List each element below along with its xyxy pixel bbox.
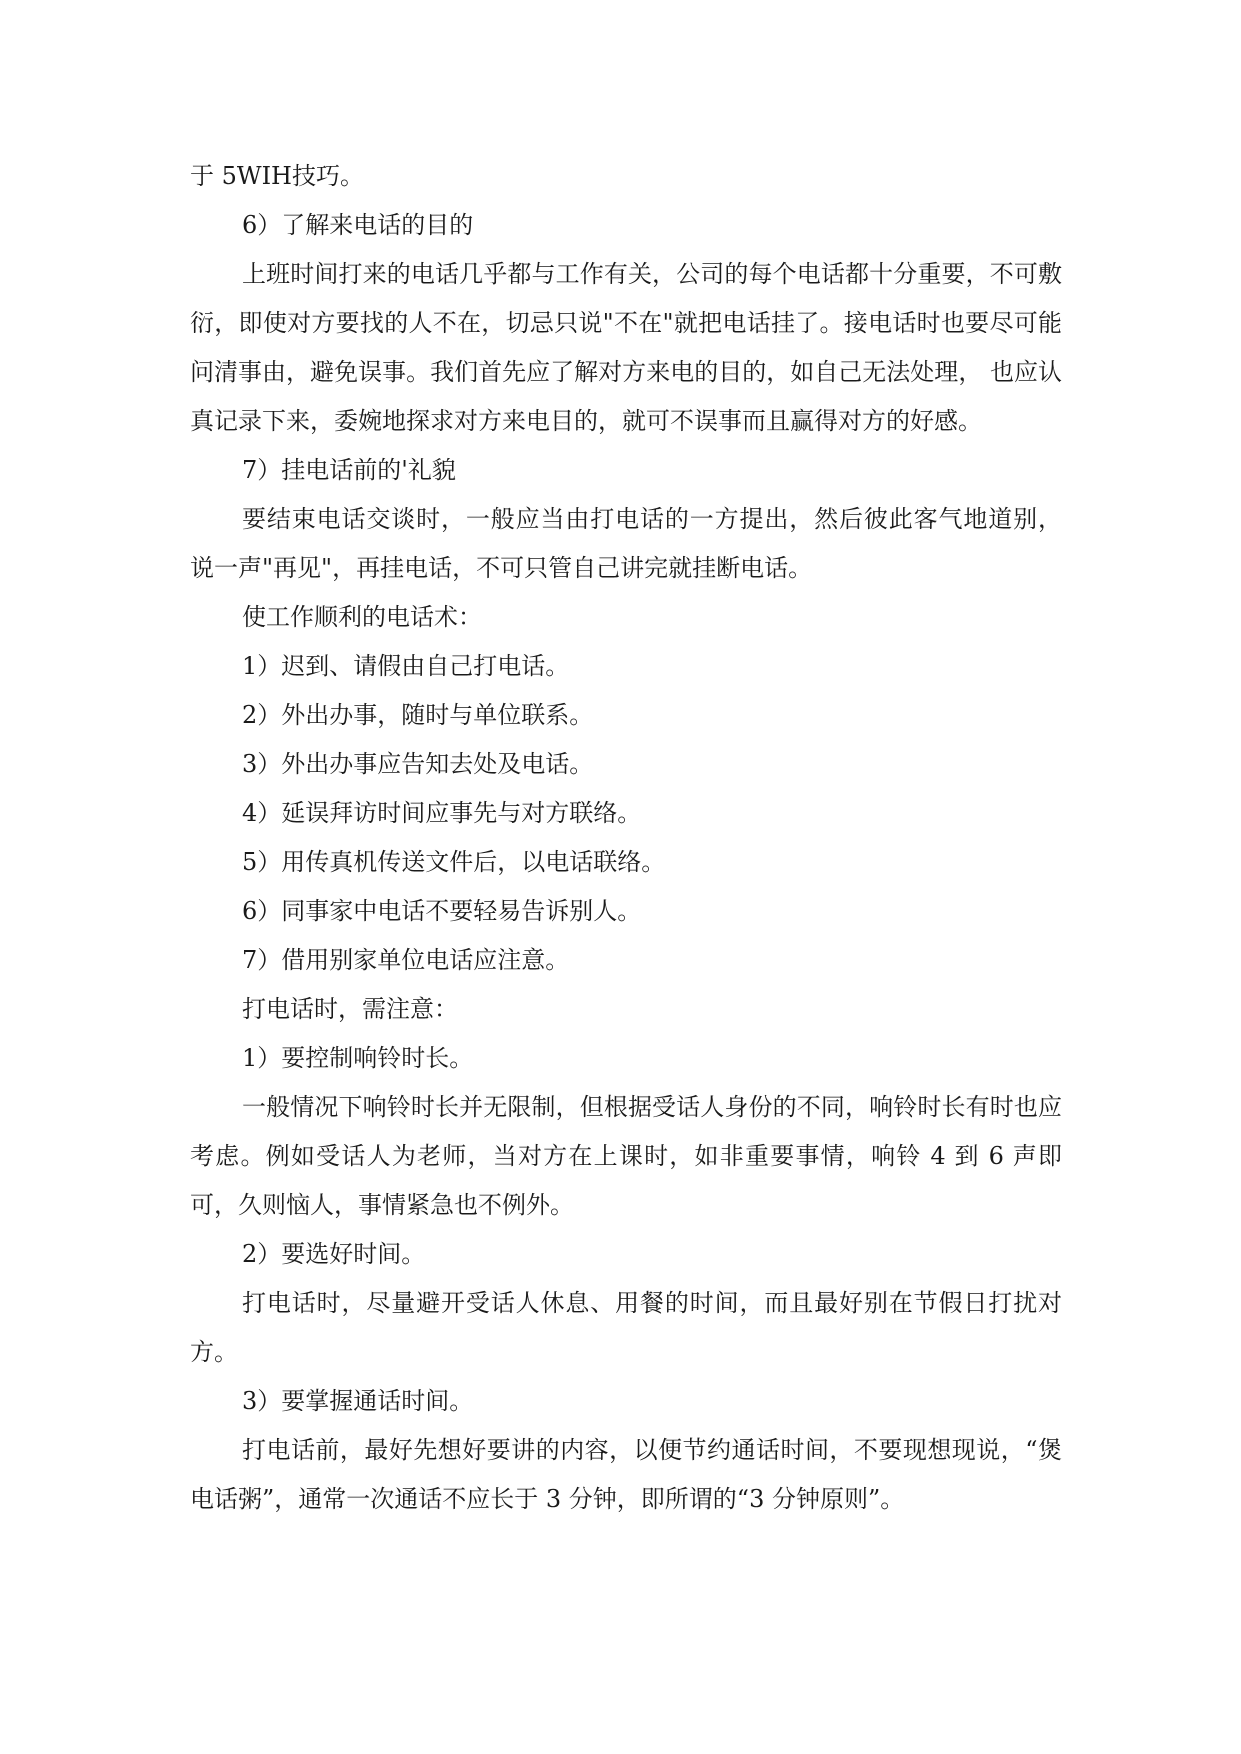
section-heading: 使工作顺利的电话术： bbox=[242, 603, 482, 631]
section-heading: 打电话时，需注意： bbox=[242, 995, 458, 1023]
list-item: 5）用传真机传送文件后，以电话联络。 bbox=[242, 848, 666, 876]
document-body bbox=[190, 152, 1062, 1524]
section-heading: 1）要控制响铃时长。 bbox=[242, 1044, 474, 1072]
paragraph: 上班时间打来的电话几乎都与工作有关，公司的每个电话都十分重要，不可敷衍，即使对方要找的人不在，切忌只说"不在"就把电话挂了。接电话时也要尽可能问清事由，避免误事。我们首先应了解对方来电的目的，如自己无法处理， 也应认真记录下来，委婉地探求对方来电目的，就可不误事而且赢得对方的好感。 bbox=[190, 260, 1062, 435]
list-item: 3）外出办事应告知去处及电话。 bbox=[242, 750, 594, 778]
section-heading: 6）了解来电话的目的 bbox=[242, 211, 474, 239]
paragraph: 于 5WIH技巧。 bbox=[190, 162, 364, 190]
list-item: 7）借用别家单位电话应注意。 bbox=[242, 946, 570, 974]
list-item: 2）外出办事，随时与单位联系。 bbox=[242, 701, 594, 729]
paragraph: 打电话前，最好先想好要讲的内容，以便节约通话时间，不要现想现说，“煲电话粥”，通常一次通话不应长于 3 分钟，即所谓的“3 分钟原则”。 bbox=[190, 1436, 1062, 1513]
list-item: 1）迟到、请假由自己打电话。 bbox=[242, 652, 570, 680]
list-item: 4）延误拜访时间应事先与对方联络。 bbox=[242, 799, 642, 827]
list-item: 6）同事家中电话不要轻易告诉别人。 bbox=[242, 897, 642, 925]
section-heading: 3）要掌握通话时间。 bbox=[242, 1387, 474, 1415]
section-heading: 2）要选好时间。 bbox=[242, 1240, 426, 1268]
paragraph: 打电话时，尽量避开受话人休息、用餐的时间，而且最好别在节假日打扰对方。 bbox=[190, 1289, 1062, 1366]
paragraph: 要结束电话交谈时，一般应当由打电话的一方提出，然后彼此客气地道别， 说一声"再见"，再挂电话，不可只管自己讲完就挂断电话。 bbox=[190, 505, 1062, 582]
section-heading: 7）挂电话前的'礼貌 bbox=[242, 456, 456, 484]
paragraph: 一般情况下响铃时长并无限制，但根据受话人身份的不同，响铃时长有时也应考虑。例如受话人为老师，当对方在上课时，如非重要事情，响铃 4 到 6 声即可，久则恼人，事情紧急也不例外。 bbox=[190, 1093, 1062, 1219]
